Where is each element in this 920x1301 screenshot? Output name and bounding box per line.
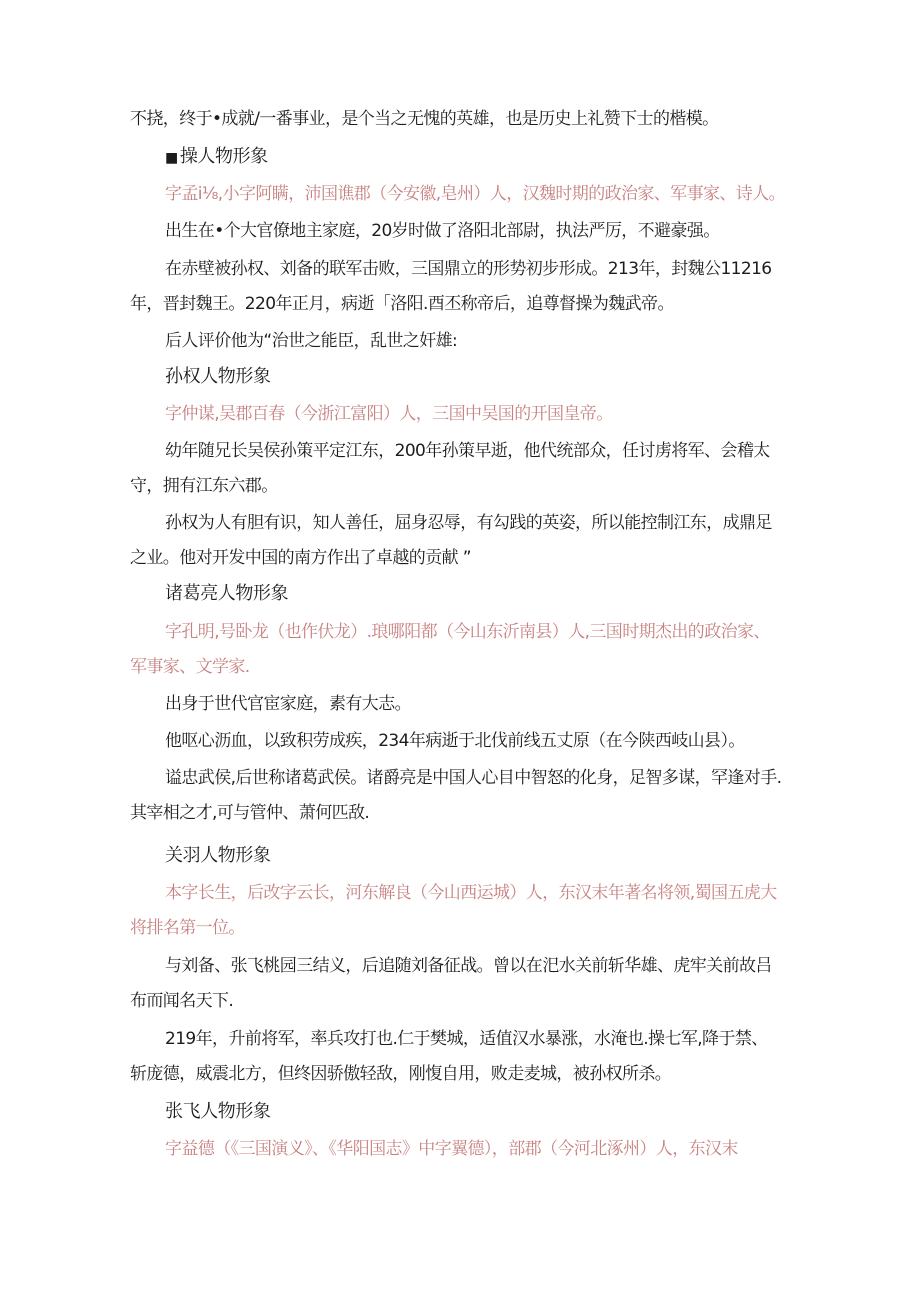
body-line: 布而闻名天下.: [130, 991, 234, 1011]
section-heading-text: 操人物形象: [179, 146, 268, 167]
body-line: 不挠，终于•成就/一番事业，是个当之无愧的英雄，也是历史上礼赞下士的楷模。: [130, 109, 719, 129]
body-line: 幼年随兄长吴侯孙策平定江东，200年孙策早逝，他代统部众，任讨虏将军、会稽太: [165, 441, 770, 461]
body-line: 后人评价他为“治世之能臣，乱世之奸雄:: [165, 331, 458, 351]
section-heading: 孙权人物形象: [165, 366, 271, 387]
body-line: 出身于世代官宦家庭，素有大志。: [165, 694, 411, 714]
intro-line: 军事家、文学家.: [130, 657, 250, 677]
intro-line: 字孟i⅛,小字阿瞒，沛国谯郡（今安徽,皂州）人，汉魏时期的政治家、军事家、诗人。: [165, 184, 786, 204]
section-heading: 关羽人物形象: [165, 845, 271, 866]
body-line: 出生在•个大官僚地主家庭，20岁时做了洛阳北部尉，执法严厉，不避豪强。: [165, 221, 720, 241]
intro-line: 字益德（《三国演义》、《华阳国志》中字翼德），部郡（今河北涿州）人，东汉末: [165, 1139, 738, 1159]
intro-line: 字孔明,号卧龙（也作伏龙）.琅哪阳都（今山东沂南县）人,三国时期杰出的政治家、: [165, 622, 770, 642]
body-line: 谥忠武侯,后世称诸葛武侯。诸爵亮是中国人心目中智怒的化身，足智多谋，罕逢对手.: [165, 768, 782, 788]
square-bullet-icon: ■: [165, 150, 178, 166]
body-line: 在赤壁被孙权、刘备的联军击败，三国鼎立的形势初步形成。213年，封魏公11216: [165, 259, 772, 279]
section-heading: 张飞人物形象: [165, 1101, 271, 1122]
intro-line: 将排名第一位。: [130, 918, 245, 938]
section-heading: [165, 146, 268, 169]
body-line: 与刘备、张飞桃园三结义，后追随刘备征战。曾以在汜水关前斩华雄、虎牢关前故吕: [165, 956, 772, 976]
body-line: 其宰相之才,可与管仲、萧何匹敌.: [130, 803, 370, 823]
body-line: 斩庞德，威震北方，但终因骄傲轻敌，刚愎自用，败走麦城，被孙权所杀。: [130, 1064, 672, 1084]
intro-line: 字仲谋,吴郡百春（今浙江富阳）人，三国中吴国的开国皇帝。: [165, 404, 613, 424]
body-line: 守，拥有江东六郡。: [130, 476, 278, 496]
section-heading: 诸葛亮人物形象: [165, 583, 289, 604]
body-line: 他呕心沥血，以致积劳成疾，234年病逝于北伐前线五丈原（在今陕西岐山县）。: [165, 731, 745, 751]
body-line: 年，晋封魏王。220年正月，病逝「洛阳.酉丕称帝后，追尊督操为魏武帝。: [130, 294, 674, 314]
body-line: 219年，升前将军，率兵攻打也.仁于樊城，适值汉水暴涨，水淹也.操七军,降于禁、: [165, 1029, 768, 1049]
body-line: 之业。他对开发中国的南方作出了卓越的贡献 ”: [130, 548, 472, 568]
body-line: 孙权为人有胆有识，知人善任，屈身忍辱，有勾践的英姿，所以能控制江东，成鼎足: [165, 513, 772, 533]
intro-line: 本字长生，后改字云长，河东解良（今山西运城）人，东汉末年著名将领,蜀国五虎大: [165, 883, 777, 903]
